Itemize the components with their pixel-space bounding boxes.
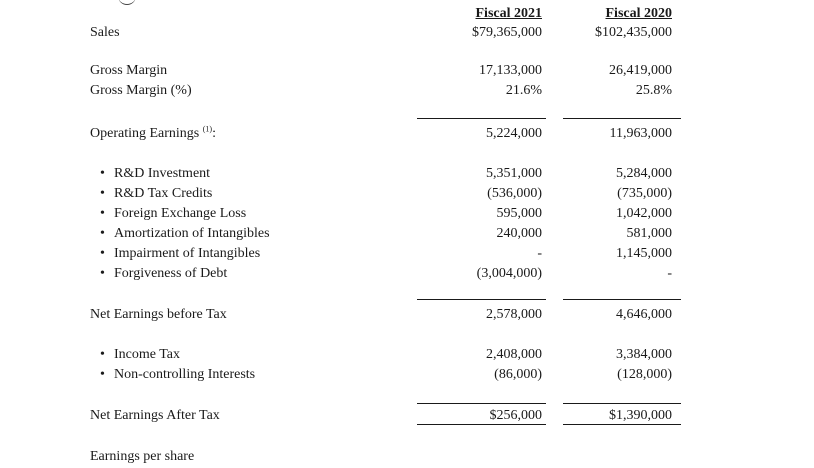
income-tax-fy2021: 2,408,000: [486, 347, 542, 362]
net-before-tax-label: Net Earnings before Tax: [90, 307, 227, 322]
impairment-fy2021: -: [537, 246, 542, 261]
nci-fy2021: (86,000): [494, 367, 542, 382]
bullet-icon: •: [100, 266, 105, 281]
bullet-icon: •: [100, 226, 105, 241]
sales-fy2020: $102,435,000: [595, 25, 672, 40]
bullet-icon: •: [100, 246, 105, 261]
bullet-icon: •: [100, 186, 105, 201]
rd-investment-label: R&D Investment: [114, 166, 211, 181]
gross-margin-label: Gross Margin: [90, 63, 168, 78]
eps-label: Earnings per share: [90, 449, 195, 464]
net-before-tax-rule-2020: [563, 299, 681, 300]
net-after-tax-bottom-rule-2020: [563, 424, 681, 425]
net-after-tax-fy2021: $256,000: [489, 408, 542, 423]
list-item-rd-investment: [100, 165, 210, 183]
list-item-debt-forgiveness: [100, 265, 227, 283]
rd-investment-fy2020: 5,284,000: [616, 166, 672, 181]
debt-forgiveness-fy2021: (3,004,000): [476, 266, 542, 281]
footnote-marker: (1): [202, 124, 213, 134]
fx-loss-fy2020: 1,042,000: [616, 206, 672, 221]
net-before-tax-rule-2021: [417, 299, 546, 300]
fx-loss-fy2021: 595,000: [496, 206, 542, 221]
amortization-fy2021: 240,000: [496, 226, 542, 241]
operating-earnings-label: [90, 125, 216, 143]
list-item-nci: [100, 366, 255, 384]
cropped-heading-fragment: [118, 0, 136, 5]
fx-loss-label: Foreign Exchange Loss: [114, 206, 247, 221]
operating-earnings-fy2021: 5,224,000: [486, 126, 542, 141]
list-item-fx-loss: [100, 205, 246, 223]
sales-fy2021: $79,365,000: [472, 25, 542, 40]
amortization-label: Amortization of Intangibles: [114, 226, 270, 241]
bullet-icon: •: [100, 206, 105, 221]
list-item-impairment: [100, 245, 260, 263]
impairment-label: Impairment of Intangibles: [114, 246, 261, 261]
rd-tax-credits-fy2021: (536,000): [487, 186, 542, 201]
column-header-fiscal-2021: Fiscal 2021: [475, 6, 542, 21]
gross-margin-pct-label: Gross Margin (%): [90, 83, 192, 98]
operating-earnings-colon: :: [212, 126, 216, 141]
bullet-icon: •: [100, 166, 105, 181]
operating-earnings-text: Operating Earnings: [90, 126, 200, 141]
list-item-amortization: [100, 225, 270, 243]
rd-tax-credits-label: R&D Tax Credits: [114, 186, 213, 201]
net-after-tax-fy2020: $1,390,000: [609, 408, 672, 423]
net-before-tax-fy2021: 2,578,000: [486, 307, 542, 322]
net-after-tax-top-rule-2020: [563, 403, 681, 404]
rd-tax-credits-fy2020: (735,000): [617, 186, 672, 201]
list-item-rd-tax-credits: [100, 185, 212, 203]
net-before-tax-fy2020: 4,646,000: [616, 307, 672, 322]
net-after-tax-bottom-rule-2021: [417, 424, 546, 425]
column-header-fiscal-2020: Fiscal 2020: [605, 6, 672, 21]
income-tax-label: Income Tax: [114, 347, 181, 362]
net-after-tax-label: Net Earnings After Tax: [90, 408, 220, 423]
operating-earnings-rule-2021: [417, 118, 546, 119]
bullet-icon: •: [100, 347, 105, 362]
gross-margin-fy2020: 26,419,000: [609, 63, 672, 78]
net-after-tax-top-rule-2021: [417, 403, 546, 404]
gross-margin-pct-fy2021: 21.6%: [505, 83, 542, 98]
nci-label: Non-controlling Interests: [114, 367, 256, 382]
amortization-fy2020: 581,000: [626, 226, 672, 241]
impairment-fy2020: 1,145,000: [616, 246, 672, 261]
gross-margin-fy2021: 17,133,000: [479, 63, 542, 78]
debt-forgiveness-fy2020: -: [667, 266, 672, 281]
bullet-icon: •: [100, 367, 105, 382]
list-item-income-tax: [100, 346, 180, 364]
operating-earnings-rule-2020: [563, 118, 681, 119]
income-tax-fy2020: 3,384,000: [616, 347, 672, 362]
gross-margin-pct-fy2020: 25.8%: [635, 83, 672, 98]
operating-earnings-fy2020: 11,963,000: [609, 126, 672, 141]
sales-label: Sales: [90, 25, 120, 40]
debt-forgiveness-label: Forgiveness of Debt: [114, 266, 228, 281]
nci-fy2020: (128,000): [617, 367, 672, 382]
rd-investment-fy2021: 5,351,000: [486, 166, 542, 181]
